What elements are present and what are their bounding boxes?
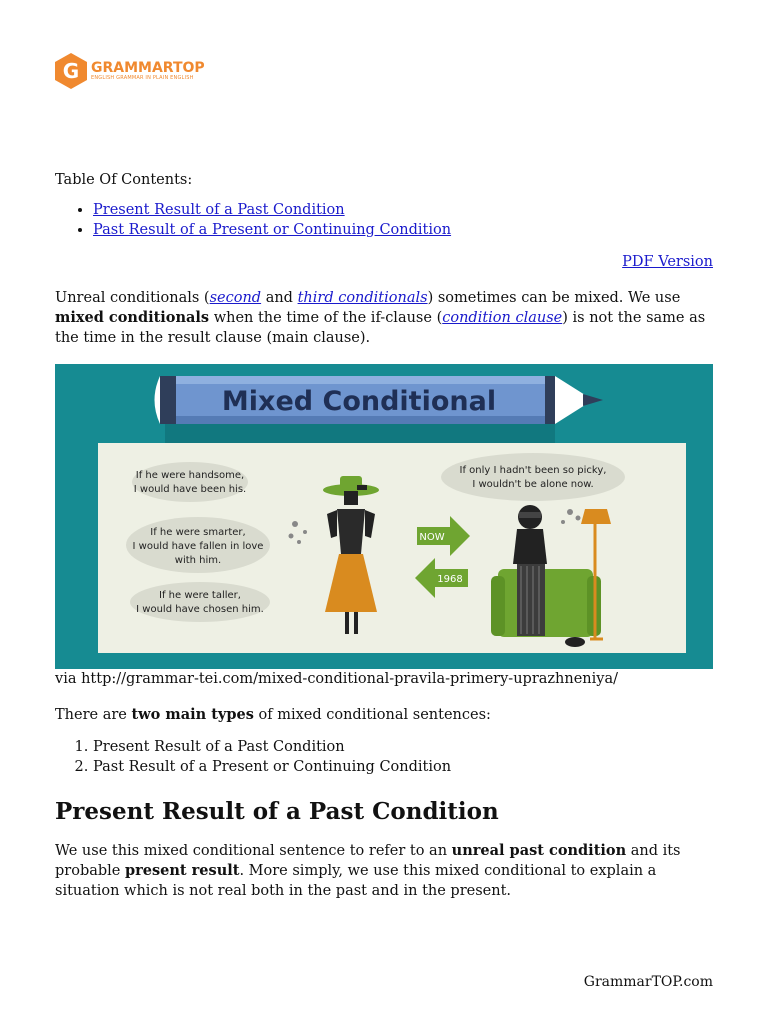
second-conditional-link[interactable]: second [209, 290, 262, 306]
footer-site-name: GrammarTOP.com [583, 974, 713, 990]
condition-clause-link[interactable]: condition clause [442, 310, 563, 326]
section-paragraph [55, 841, 713, 901]
pdf-row [55, 252, 713, 272]
bubble-4-line-2: I wouldn't be alone now. [472, 479, 594, 490]
types-intro [55, 705, 713, 725]
types-list [55, 737, 713, 777]
section-text: We use this mixed conditional sentence to refer to an [55, 843, 452, 859]
section-bold: present result [124, 862, 240, 879]
third-conditional-link[interactable]: third conditionals [297, 290, 428, 306]
logo-hexagon-icon [53, 52, 89, 90]
types-item: 1. Present Result of a Past Condition [93, 737, 713, 757]
section-text: . More simply, we use this mixed conditional to explain a situation which is not real both in the past and in the present. [55, 863, 657, 899]
bubble-1-line-2: I would have been his. [133, 484, 247, 495]
toc-list [55, 200, 713, 240]
bubble-2-line-3: with him. [174, 555, 222, 566]
bubble-3-line-1: If he were taller, [159, 590, 241, 601]
toc-item [93, 220, 713, 240]
types-text: of mixed conditional sentences: [253, 707, 491, 723]
toc-item [93, 200, 713, 220]
intro-text: and [261, 290, 298, 306]
bubble-3-line-2: I would have chosen him. [136, 604, 264, 615]
intro-text: ) sometimes can be mixed. We use [427, 290, 681, 306]
past-arrow-label: 1968 [437, 574, 463, 585]
pdf-version-link[interactable]: PDF Version [622, 254, 713, 270]
intro-text: ) is not the same as the time in the result clause (main clause). [55, 310, 706, 346]
bubble-2-line-2: I would have fallen in love [132, 541, 264, 552]
intro-bold: mixed conditionals [55, 309, 210, 326]
toc-link-past-result[interactable]: Past Result of a Present or Continuing Condition [93, 222, 452, 238]
types-text: There are [55, 707, 132, 723]
types-bold: two main types [131, 706, 254, 723]
section-heading: Present Result of a Past Condition [55, 798, 499, 825]
article [55, 170, 713, 901]
intro-paragraph [55, 288, 713, 348]
image-source: via http://grammar-tei.com/mixed-conditional-pravila-primery-uprazhneniya/ [55, 671, 619, 687]
toc-title: Table Of Contents: [55, 172, 193, 188]
mixed-conditional-illustration [55, 364, 713, 669]
bubble-2-line-1: If he were smarter, [150, 527, 246, 538]
illustration-title: Mixed Conditional [221, 386, 497, 417]
logo-letter: G [62, 59, 80, 83]
site-logo[interactable] [53, 52, 205, 90]
toc-link-present-result[interactable]: Present Result of a Past Condition [93, 202, 345, 218]
logo-name: GRAMMARTOP [91, 60, 205, 76]
types-item: 2. Past Result of a Present or Continuing Condition [93, 757, 713, 777]
intro-text: Unreal conditionals ( [55, 290, 210, 306]
section-text: and its probable [55, 843, 681, 879]
intro-text: when the time of the if-clause ( [209, 310, 443, 326]
illustration-svg [55, 364, 713, 669]
logo-tagline: ENGLISH GRAMMAR IN PLAIN ENGLISH [91, 75, 194, 81]
section-bold: unreal past condition [451, 842, 627, 859]
bubble-1-line-1: If he were handsome, [135, 470, 245, 481]
now-arrow-label: NOW [419, 532, 445, 543]
bubble-4-line-1: If only I hadn't been so picky, [459, 465, 607, 476]
